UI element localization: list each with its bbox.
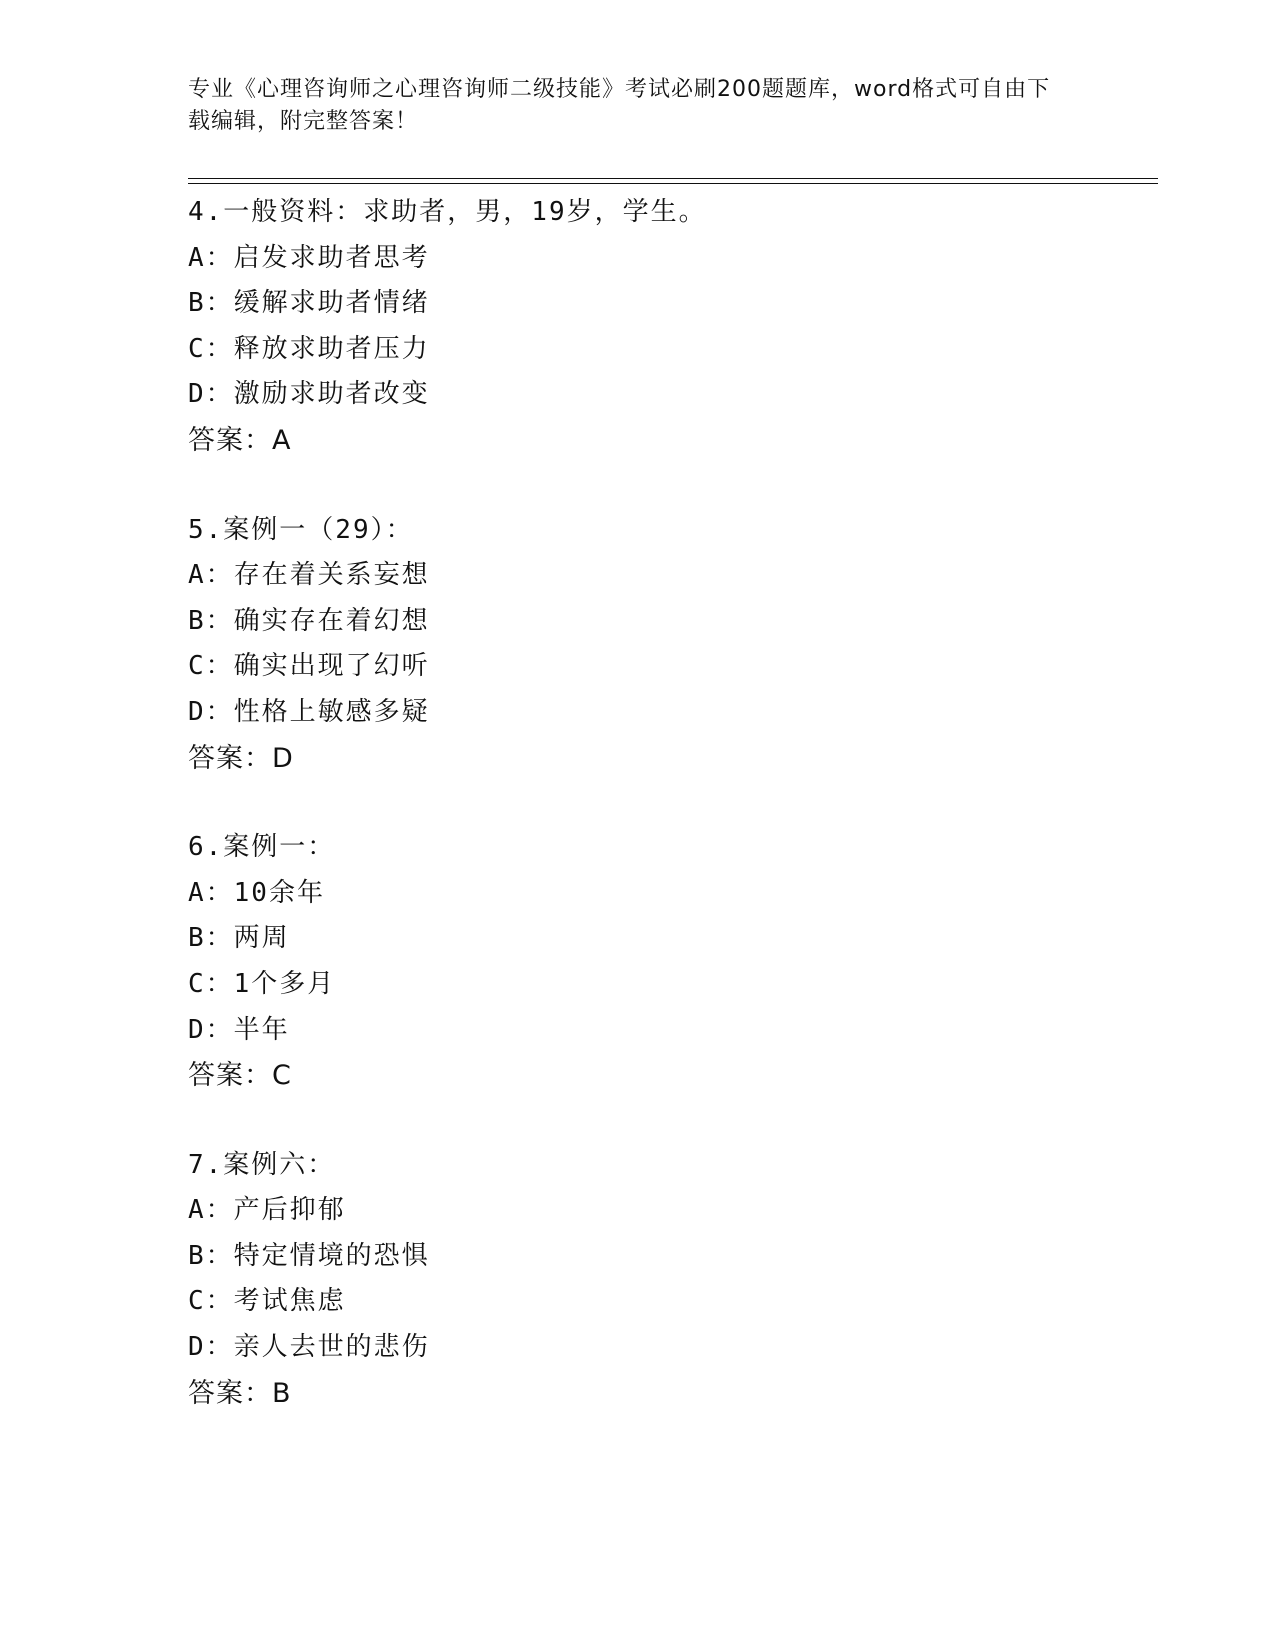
option-c: C：1个多月 xyxy=(188,968,336,999)
option-a: A：产后抑郁 xyxy=(188,1195,346,1226)
answer-line: 答案：A xyxy=(188,424,292,456)
question-list xyxy=(188,190,1148,1460)
option-c: C：确实出现了幻听 xyxy=(188,651,430,682)
option-d: D：亲人去世的悲伤 xyxy=(188,1332,430,1363)
header-divider-bottom xyxy=(188,183,1158,184)
question-block xyxy=(188,508,1148,782)
option-b: B：确实存在着幻想 xyxy=(188,605,430,636)
answer-line: 答案：D xyxy=(188,742,294,774)
option-a: A：启发求助者思考 xyxy=(188,242,430,273)
question-title: 6.案例一： xyxy=(188,832,336,863)
question-title: 4.一般资料：求助者，男，19岁，学生。 xyxy=(188,197,707,227)
answer-line: 答案：B xyxy=(188,1377,292,1409)
question-block xyxy=(188,825,1148,1099)
option-b: B：两周 xyxy=(188,923,290,954)
option-b: B：缓解求助者情绪 xyxy=(188,288,430,319)
option-b: B：特定情境的恐惧 xyxy=(188,1240,430,1271)
question-title: 5.案例一（29）： xyxy=(188,514,414,545)
option-c: C：考试焦虑 xyxy=(188,1286,346,1317)
option-a: A：存在着关系妄想 xyxy=(188,560,430,591)
option-d: D：半年 xyxy=(188,1014,290,1045)
option-d: D：性格上敏感多疑 xyxy=(188,696,430,727)
option-a: A：10余年 xyxy=(188,877,325,908)
question-block xyxy=(188,190,1148,464)
question-title: 7.案例六： xyxy=(188,1149,336,1180)
question-block xyxy=(188,1143,1148,1417)
answer-line: 答案：C xyxy=(188,1060,292,1092)
header-divider-top xyxy=(188,178,1158,179)
option-c: C：释放求助者压力 xyxy=(188,333,430,364)
option-d: D：激励求助者改变 xyxy=(188,379,430,410)
document-header: 专业《心理咨询师之心理咨询师二级技能》考试必刷200题题库，word格式可自由下载编辑，附完整答案！ xyxy=(188,77,1051,134)
